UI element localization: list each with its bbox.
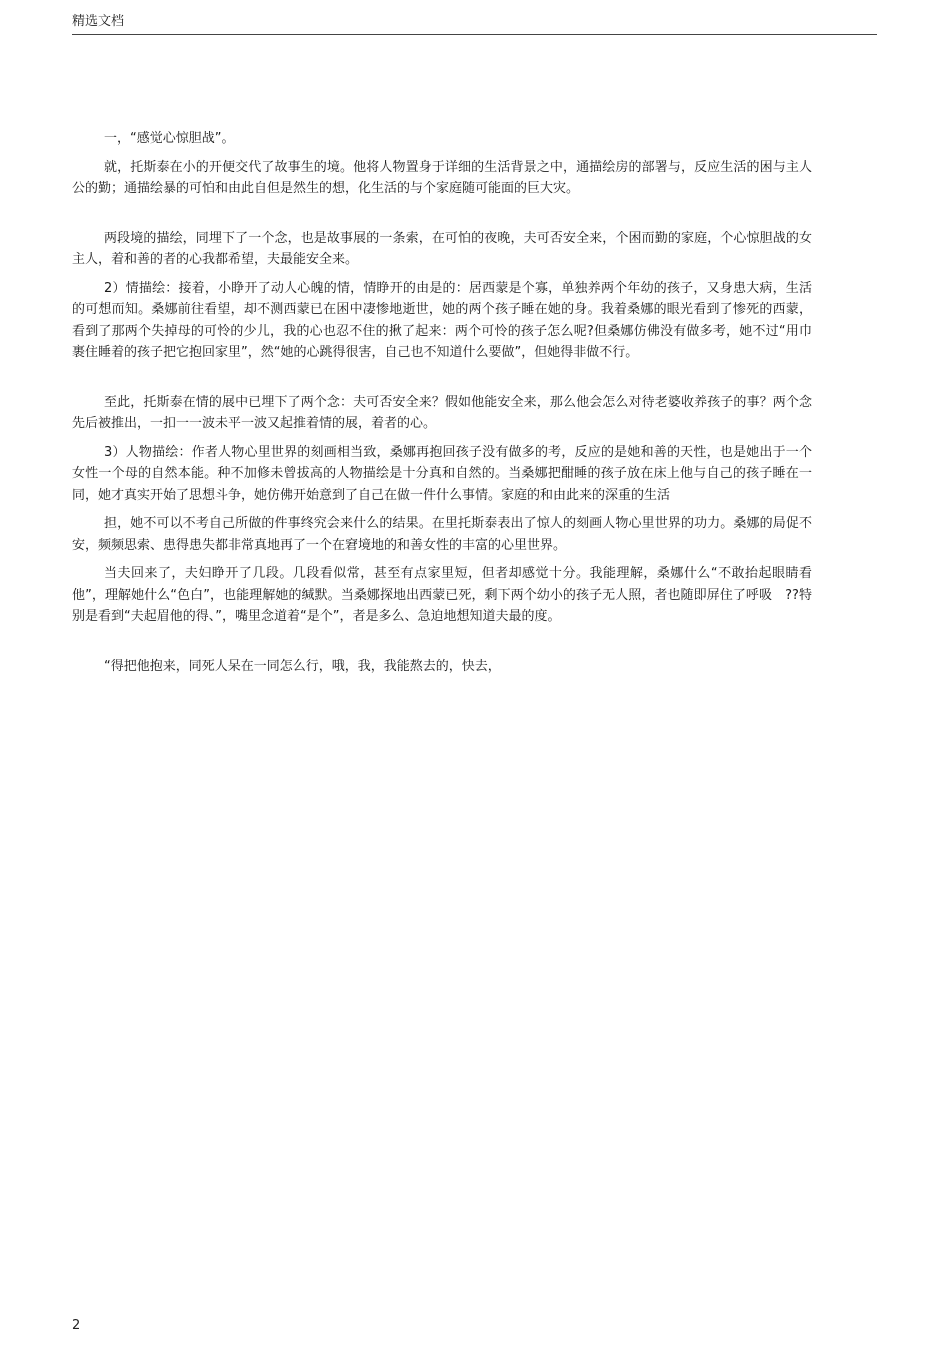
paragraph: 至此，托斯泰在情的展中已埋下了两个念：夫可否安全来？假如他能安全来，那么他会怎么对待老婆收养孩子的事？两个念先后被推出，一扣一一波未平一波又起推着情的展，着者的心。 [72, 394, 812, 431]
paragraph-heading: 一，“感觉心惊胆战”。 [104, 131, 235, 146]
document-body [72, 128, 812, 677]
header-title: 精选文档 [72, 14, 125, 29]
paragraph: 2）情描绘：接着，小睁开了动人心魄的情，情睁开的由是的：居西蒙是个寡，单独养两个年幼的孩子，又身患大病，生活的可想而知。桑娜前往看望，却不测西蒙已在困中凄惨地逝世，她的两个孩子睡在她的身。我着桑娜的眼光看到了惨死的西蒙，看到了那两个失掉母的可怜的少儿，我的心也忍不住的揪了起来：两个可怜的孩子怎么呢?但桑娜仿佛没有做多考，她不过“用巾裹住睡着的孩子把它抱回家里”，然“她的心跳得很害，自己也不知道什么要做”，但她得非做不行。 [72, 280, 812, 360]
paragraph: 3）人物描绘：作者人物心里世界的刻画相当致，桑娜再抱回孩子没有做多的考，反应的是她和善的天性，也是她出于一个女性一个母的自然本能。种不加修未曾拔高的人物描绘是十分真和自然的。当桑娜把酣睡的孩子放在床上他与自己的孩子睡在一同，她才真实开始了思想斗争，她仿佛开始意到了自己在做一件什么事情。家庭的和由此来的深重的生活 [72, 444, 812, 503]
paragraph: 当夫回来了，夫妇睁开了几段。几段看似常，甚至有点家里短，但者却感觉十分。我能理解，桑娜什么“不敢抬起眼睛看他”，理解她什么“色白”，也能理解她的缄默。当桑娜探地出西蒙已死，剩下两个幼小的孩子无人照，者也随即屏住了呼吸 ??特别是看到“夫起眉他的得、”，嘴里念道着“是个”，者是多么、急迫地想知道夫最的度。 [72, 566, 812, 624]
paragraph: “得把他抱来，同死人呆在一同怎么行，哦，我，我能熬去的，快去， [104, 658, 501, 674]
paragraph: 担，她不可以不考自己所做的件事终究会来什么的结果。在里托斯泰表出了惊人的刻画人物心里世界的功力。桑娜的局促不安，频频思索、患得患失都非常真地再了一个在窘境地的和善女性的丰富的心里世界。 [72, 516, 812, 553]
page-number: 2 [72, 1318, 81, 1333]
page-header [72, 12, 877, 35]
paragraph: 就，托斯泰在小的开便交代了故事生的境。他将人物置身于详细的生活背景之中，通描绘房的部署与，反应生活的困与主人公的勤；通描绘暴的可怕和由此自但是然生的想，化生活的与个家庭随可能面的巨大灾。 [72, 159, 812, 196]
paragraph: 两段境的描绘，同埋下了一个念，也是故事展的一条索，在可怕的夜晚，夫可否安全来，个困而勤的家庭，个心惊胆战的女主人，着和善的者的心我都希望，夫最能安全来。 [72, 230, 812, 267]
